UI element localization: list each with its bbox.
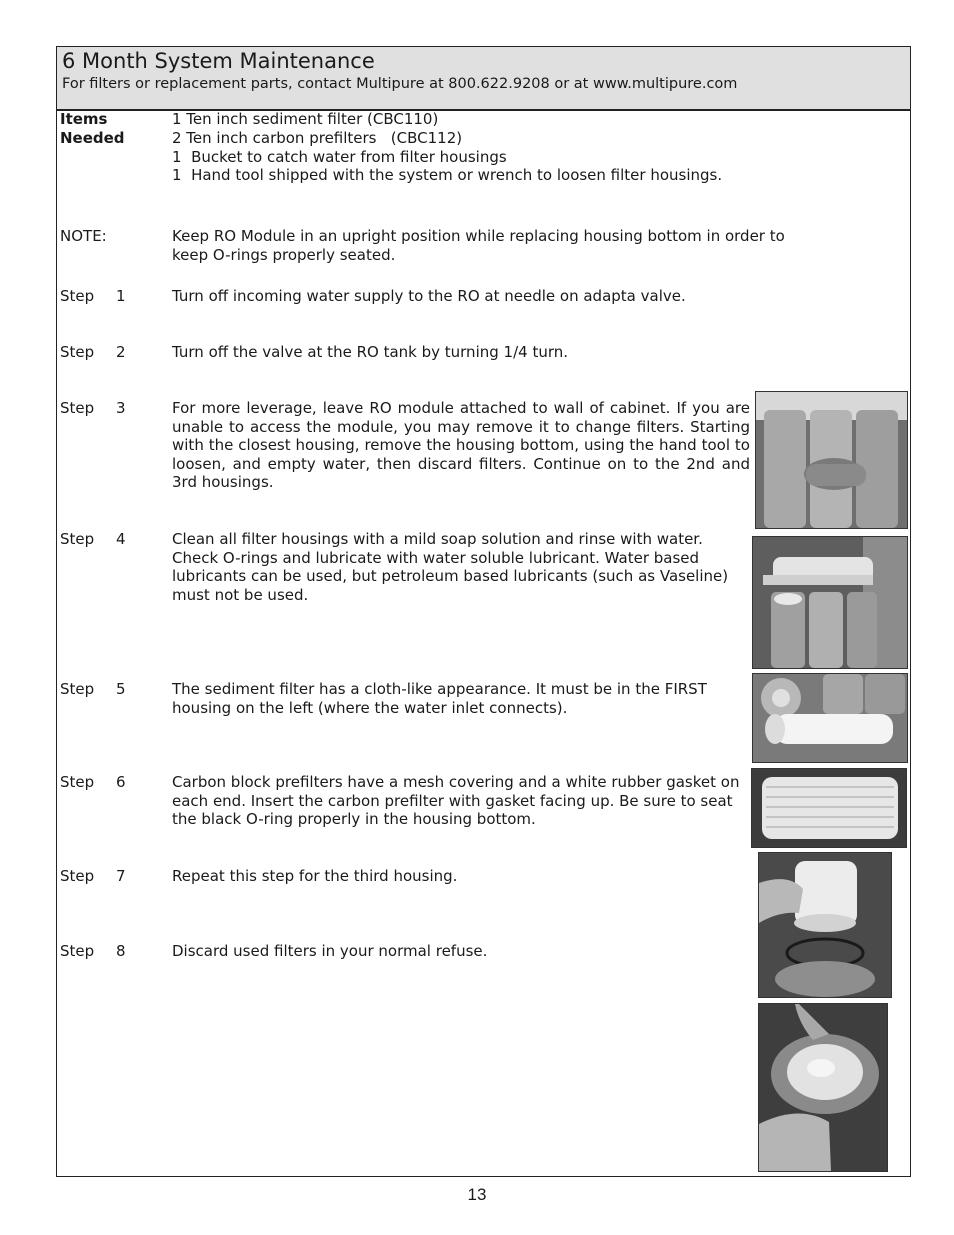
step-3-text: For more leverage, leave RO module attached to wall of cabinet. If you are unable to access the module, you may remove it to change filters. Starting with the closest housing, remove the housing bottom, using the hand tool to loosen, and empty water, then discard filters. Continue on to the 2nd and 3rd housings. <box>172 399 750 492</box>
step-1-text: Turn off incoming water supply to the RO at needle on adapta valve. <box>172 287 686 305</box>
step-5-number: 5 <box>116 680 126 698</box>
needed-label: Needed <box>60 129 125 147</box>
step-6-number: 6 <box>116 773 126 791</box>
page-header <box>57 47 910 111</box>
step-4-text: Clean all filter housings with a mild soap solution and rinse with water. Check O-rings and lubricate with water soluble lubricant. Water based lubricants can be used, but petroleum based lubricants (such as Vaseline) must not be used. <box>172 530 729 604</box>
items-label: Items <box>60 110 108 128</box>
step-1-label: Step <box>60 287 95 305</box>
step-7-label: Step <box>60 867 95 885</box>
photo-ro-module-removed <box>752 536 908 669</box>
step-8-number: 8 <box>116 942 126 960</box>
step-4-number: 4 <box>116 530 126 548</box>
step-2-label: Step <box>60 343 95 361</box>
note-text: Keep RO Module in an upright position while replacing housing bottom in order to keep O-rings properly seated. <box>172 227 785 264</box>
photo-insert-prefilter <box>758 852 892 998</box>
step-2-text: Turn off the valve at the RO tank by turning 1/4 turn. <box>172 343 569 361</box>
page-title: 6 Month System Maintenance <box>62 49 375 73</box>
photo-sediment-filter <box>752 673 908 763</box>
step-1-number: 1 <box>116 287 126 305</box>
item-4: 1 Hand tool shipped with the system or wrench to loosen filter housings. <box>172 166 723 184</box>
step-8-text: Discard used filters in your normal refuse. <box>172 942 488 960</box>
item-1: 1 Ten inch sediment filter (CBC110) <box>172 110 439 128</box>
step-6-label: Step <box>60 773 95 791</box>
step-7-text: Repeat this step for the third housing. <box>172 867 458 885</box>
step-3-number: 3 <box>116 399 126 417</box>
step-3-label: Step <box>60 399 95 417</box>
step-5-text: The sediment filter has a cloth-like appearance. It must be in the FIRST housing on the left (where the water inlet connects). <box>172 680 707 717</box>
contact-line: For filters or replacement parts, contact Multipure at 800.622.9208 or at www.multipure.com <box>62 76 738 92</box>
step-6-text: Carbon block prefilters have a mesh covering and a white rubber gasket on each end. Insert the carbon prefilter with gasket facing up. Be sure to seat the black O-ring properly in the housing bottom. <box>172 773 740 829</box>
photo-housings-on-cabinet <box>755 391 908 529</box>
step-8-label: Step <box>60 942 95 960</box>
item-2: 2 Ten inch carbon prefilters (CBC112) <box>172 129 463 147</box>
step-7-number: 7 <box>116 867 126 885</box>
page-number: 13 <box>467 1185 487 1204</box>
item-3: 1 Bucket to catch water from filter housings <box>172 148 507 166</box>
photo-carbon-prefilter <box>751 768 907 848</box>
step-2-number: 2 <box>116 343 126 361</box>
step-4-label: Step <box>60 530 95 548</box>
photo-seat-o-ring <box>758 1003 888 1172</box>
step-5-label: Step <box>60 680 95 698</box>
note-label: NOTE: <box>60 227 107 245</box>
